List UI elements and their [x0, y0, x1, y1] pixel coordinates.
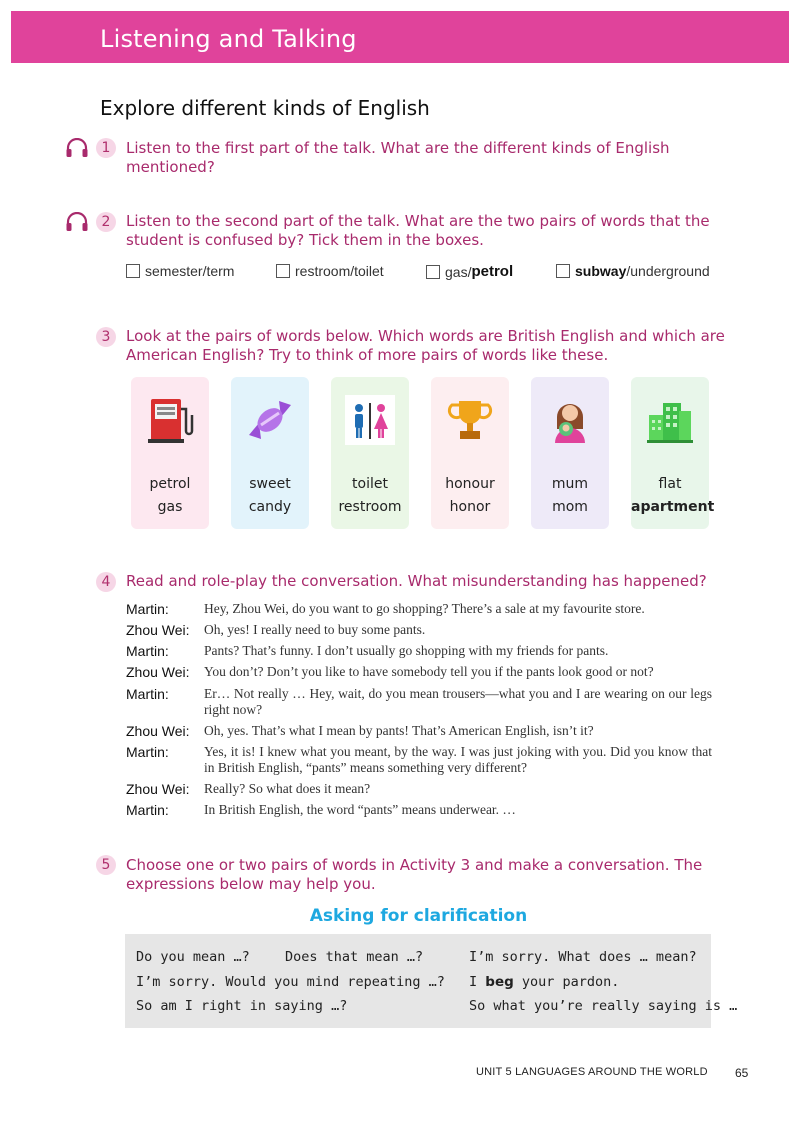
card-word-american: apartment: [631, 499, 715, 515]
speaker-line: Hey, Zhou Wei, do you want to go shopping? There’s a sale at my favourite store.: [204, 601, 645, 616]
question-number: 1: [96, 138, 116, 158]
section-title: Explore different kinds of English: [100, 96, 430, 120]
speaker-line: You don’t? Don’t you like to have somebody tell you if the pants look good or not?: [204, 664, 654, 679]
checkbox-option[interactable]: [426, 263, 513, 280]
speaker-line: Yes, it is! I knew what you meant, by the way. I was just joking with you. Did you know that in British English, “pants” means something very different?: [204, 744, 712, 775]
card-word-british: sweet: [249, 476, 291, 492]
question-number: 4: [96, 572, 116, 592]
card-word-american: restroom: [338, 499, 402, 515]
expression: So am I right in saying …?: [136, 998, 348, 1014]
expression-i-beg-your-pardon: I beg your pardon.: [469, 974, 620, 990]
headphones-icon: [65, 138, 89, 158]
word-card: [331, 377, 409, 529]
speaker-name: Zhou Wei:: [126, 723, 190, 739]
question-text: Look at the pairs of words below. Which words are British English and which are American English? Try to think of more pairs of words like these.: [126, 327, 725, 364]
checkbox-label: /underground: [626, 263, 710, 279]
page-title: Listening and Talking: [100, 25, 357, 53]
question-text: Listen to the first part of the talk. What are the different kinds of English mentioned?: [126, 139, 670, 176]
question-number: 3: [96, 327, 116, 347]
card-word-british: mum: [551, 476, 589, 492]
clarification-box: [125, 934, 738, 1028]
checkbox[interactable]: [276, 264, 290, 278]
speaker-name: Martin:: [126, 686, 169, 702]
word-card: [631, 377, 715, 529]
question-text: Listen to the second part of the talk. What are the two pairs of words that the student is confused by? Tick them in the boxes.: [126, 212, 710, 249]
question-text: Read and role-play the conversation. What misunderstanding has happened?: [126, 572, 707, 590]
speaker-name: Martin:: [126, 601, 169, 617]
mother-icon: [545, 395, 595, 445]
checkbox-label: gas/: [445, 263, 472, 280]
speaker-name: Martin:: [126, 643, 169, 659]
expression: Does that mean …?: [285, 949, 424, 965]
expression: I’m sorry. Would you mind repeating …?: [136, 974, 445, 990]
card-word-american: mom: [552, 499, 588, 515]
word-cards: [131, 377, 715, 529]
speaker-name: Zhou Wei:: [126, 781, 190, 797]
headphones-icon: [65, 212, 89, 232]
unit-footer: UNIT 5 LANGUAGES AROUND THE WORLD: [476, 1066, 708, 1078]
building-icon: [645, 395, 695, 445]
speaker-line: Pants? That’s funny. I don’t usually go shopping with my friends for pants.: [204, 643, 609, 658]
expression: I’m sorry. What does … mean?: [469, 949, 697, 965]
speaker-name: Martin:: [126, 802, 169, 818]
speaker-line: Oh, yes. That’s what I mean by pants! That’s American English, isn’t it?: [204, 723, 594, 738]
checkbox-label: semester/term: [145, 263, 235, 279]
card-word-american: gas: [157, 499, 183, 515]
expression: Do you mean …?: [136, 949, 250, 965]
speaker-name: Zhou Wei:: [126, 622, 190, 638]
checkbox-row: [126, 263, 726, 283]
question-number: 2: [96, 212, 116, 232]
checkbox-option[interactable]: [276, 263, 384, 279]
checkbox-label: restroom/toilet: [295, 263, 384, 279]
clarification-title: Asking for clarification: [309, 906, 528, 926]
speaker-name: Zhou Wei:: [126, 664, 190, 680]
card-word-american: candy: [248, 499, 292, 515]
gas-pump-icon: [145, 395, 195, 445]
checkbox-option[interactable]: [556, 263, 710, 279]
trophy-icon: [445, 395, 495, 445]
checkbox[interactable]: [556, 264, 570, 278]
word-card: [131, 377, 209, 529]
speaker-line: Er… Not really … Hey, wait, do you mean trousers—what you and I are wearing on our legs right now?: [204, 686, 712, 717]
speaker-name: Martin:: [126, 744, 169, 760]
checkbox-option[interactable]: [126, 263, 234, 279]
speaker-line: In British English, the word “pants” means underwear. …: [204, 802, 516, 817]
checkbox-label-bold: petrol: [471, 263, 514, 280]
expression: So what you’re really saying is …: [469, 998, 738, 1014]
speaker-line: Really? So what does it mean?: [204, 781, 371, 796]
speaker-line: Oh, yes! I really need to buy some pants.: [204, 622, 426, 637]
restroom-sign-icon: [345, 395, 395, 445]
card-word-american: honor: [449, 499, 491, 515]
candy-icon: [245, 395, 295, 445]
question-number: 5: [96, 855, 116, 875]
checkbox-label-bold: subway: [575, 263, 627, 279]
checkbox[interactable]: [426, 265, 440, 279]
word-card: [231, 377, 309, 529]
word-card: [431, 377, 509, 529]
card-word-british: honour: [445, 476, 495, 492]
page-number: 65: [735, 1066, 749, 1080]
card-word-british: petrol: [149, 476, 191, 492]
card-word-british: flat: [658, 476, 682, 492]
question-text: Choose one or two pairs of words in Activity 3 and make a conversation. The expressions below may help you.: [126, 856, 703, 893]
checkbox[interactable]: [126, 264, 140, 278]
word-card: [531, 377, 609, 529]
card-word-british: toilet: [352, 476, 388, 492]
